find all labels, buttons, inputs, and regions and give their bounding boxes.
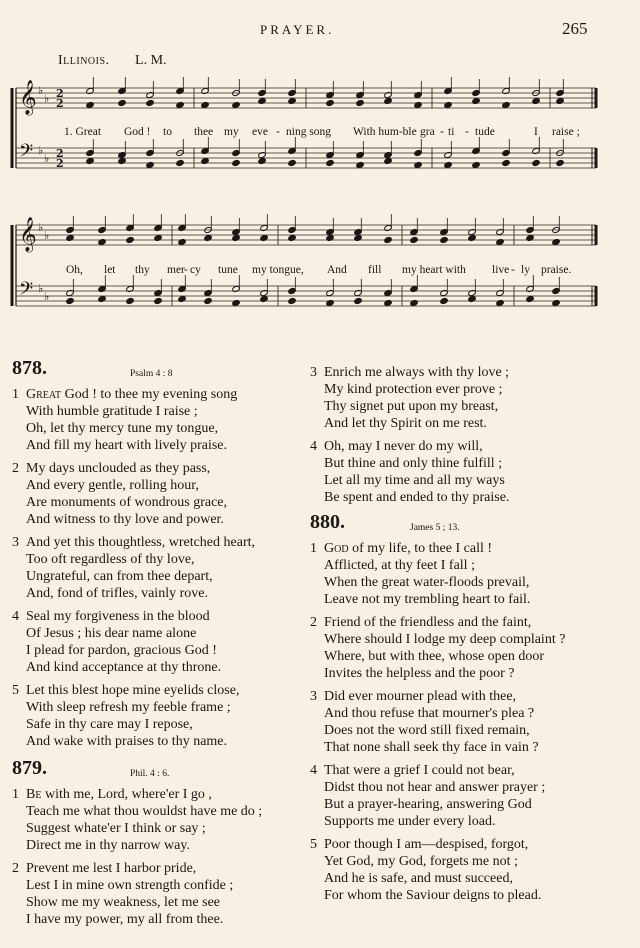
lyric-syllable: ning song xyxy=(286,126,332,138)
verse-line: That none shall seek thy face in vain ? xyxy=(324,740,539,755)
note-head xyxy=(556,160,564,167)
verse-line: When the great water-floods prevail, xyxy=(324,575,530,590)
lyric-syllable: live xyxy=(492,264,510,276)
clefs xyxy=(19,80,64,304)
lyric-syllable: praise. xyxy=(541,264,572,276)
note-head xyxy=(66,235,74,242)
note-head xyxy=(384,237,392,244)
stanza-number: 4 xyxy=(310,763,317,778)
note-head xyxy=(232,235,240,242)
hymn-heading xyxy=(310,511,635,536)
bass-clef-icon: 𝄢 xyxy=(19,141,34,166)
note-head xyxy=(468,235,476,242)
lyric-syllable: to xyxy=(163,126,172,138)
note-head xyxy=(384,300,392,307)
note-head xyxy=(258,158,266,165)
tune-name: Illinois. xyxy=(58,53,110,68)
hymn-880 xyxy=(310,511,635,904)
verse-line: Teach me what thou wouldst have me do ; xyxy=(26,804,263,819)
lyric-syllable: mer xyxy=(167,264,185,276)
verse-line: That were a grief I could not bear, xyxy=(324,763,515,778)
lyric-syllable: And xyxy=(327,264,347,276)
note-head xyxy=(552,239,560,246)
note-head xyxy=(414,102,422,109)
note-head xyxy=(86,158,94,165)
verse-line: Direct me in thy narrow way. xyxy=(26,838,190,853)
note-head xyxy=(502,160,510,167)
lyric-syllable: God ! xyxy=(124,126,151,138)
flat-icon: ♭ xyxy=(38,144,44,157)
hymn-879 xyxy=(12,757,304,928)
verse-line: Enrich me always with thy love ; xyxy=(324,365,510,380)
verse-line: Too oft regardless of thy love, xyxy=(26,552,195,567)
hymn-879-continued xyxy=(310,364,635,506)
note-head xyxy=(526,235,534,242)
verse-line: Did ever mourner plead with thee, xyxy=(324,689,517,704)
verse-line: With sleep refresh my feeble frame ; xyxy=(26,700,231,715)
note-head xyxy=(552,300,560,307)
note-head xyxy=(146,162,154,169)
lyric-syllable: let xyxy=(104,264,116,276)
note-head xyxy=(201,158,209,165)
lyric-syllable: ly xyxy=(521,264,530,276)
note-head xyxy=(288,235,296,242)
note-head xyxy=(354,235,362,242)
stanza-number: 3 xyxy=(310,689,317,704)
verse-line: Prevent me lest I harbor pride, xyxy=(26,861,197,876)
note-head xyxy=(354,298,362,305)
stanza xyxy=(12,608,304,676)
flat-icon: ♭ xyxy=(44,290,50,303)
lyric-syllable: tude xyxy=(475,126,495,138)
note-head xyxy=(440,237,448,244)
stanza xyxy=(310,364,635,432)
note-head xyxy=(414,162,422,169)
verse-line: Suggest whate'er I think or say ; xyxy=(26,821,206,836)
lyric-syllable: tune xyxy=(218,264,238,276)
note-head xyxy=(288,98,296,105)
note-head xyxy=(201,102,209,109)
note-head xyxy=(410,237,418,244)
stanza xyxy=(12,682,304,750)
lyric-syllable: I xyxy=(534,126,538,138)
note-head xyxy=(204,298,212,305)
flat-icon: ♭ xyxy=(44,152,50,165)
verse-line: Thy signet put upon my breast, xyxy=(324,399,499,414)
note-head xyxy=(326,160,334,167)
verse-line: Where should I lodge my deep complaint ? xyxy=(324,632,566,647)
lyric-syllable: 1. Great xyxy=(64,126,102,138)
lyric-syllable: thee xyxy=(194,126,214,138)
note-head xyxy=(260,296,268,303)
note-head xyxy=(468,296,476,303)
hymn-heading xyxy=(12,757,304,782)
stanza xyxy=(310,438,635,506)
stanza-number: 5 xyxy=(310,837,317,852)
stanza xyxy=(12,860,304,928)
flat-icon: ♭ xyxy=(38,221,44,234)
note-head xyxy=(526,296,534,303)
note-head xyxy=(326,100,334,107)
note-head xyxy=(556,98,564,105)
verse-line: Of Jesus ; his dear name alone xyxy=(26,626,197,641)
note-head xyxy=(260,235,268,242)
treble-clef-icon: 𝄞 xyxy=(19,217,37,252)
verse-line: My kind protection ever prove ; xyxy=(324,382,503,397)
stanza-number: 2 xyxy=(12,461,19,476)
lyric-syllable: my xyxy=(224,126,239,138)
stanza-number: 5 xyxy=(12,683,19,698)
lyric-syllable: my tongue, xyxy=(252,264,304,276)
note-head xyxy=(440,298,448,305)
tune-meter: L. M. xyxy=(135,53,167,68)
verse-line: Seal my forgiveness in the blood xyxy=(26,609,210,624)
stanza-number: 2 xyxy=(310,615,317,630)
verse-line: Let all my time and all my ways xyxy=(324,473,505,488)
scripture-reference: Phil. 4 : 6. xyxy=(130,769,170,779)
lyric-syllable: fill xyxy=(368,264,382,276)
verse-line: And thou refuse that mourner's plea ? xyxy=(324,706,535,721)
lyric-syllable: ti xyxy=(448,126,455,138)
verse-line: Safe in thy care may I repose, xyxy=(26,717,193,732)
verse-line: Oh, let thy mercy tune my tongue, xyxy=(26,421,219,436)
note-head xyxy=(232,300,240,307)
stanza xyxy=(310,614,635,682)
verse-line: Didst thou not hear and answer prayer ; xyxy=(324,780,546,795)
verse-line: And wake with praises to thy name. xyxy=(26,734,228,749)
note-head xyxy=(176,102,184,109)
lyric-syllable: - xyxy=(465,126,469,138)
verse-line: Where, but with thee, whose open door xyxy=(324,649,545,664)
verse-line: And every gentle, rolling hour, xyxy=(26,478,199,493)
time-signature-top: 2 xyxy=(56,87,64,100)
verse-line: Poor though I am—despised, forgot, xyxy=(324,837,529,852)
note-head xyxy=(384,98,392,105)
lyric-syllable: Oh, xyxy=(66,264,83,276)
verse-line: But a prayer-hearing, answering God xyxy=(324,797,532,812)
stanza xyxy=(12,386,304,454)
note-head xyxy=(496,239,504,246)
lyric-syllable: With hum-ble xyxy=(353,126,417,138)
verse-line: Be with me, Lord, where'er I go , xyxy=(26,787,212,802)
note-head xyxy=(356,162,364,169)
time-signature-top: 2 xyxy=(56,147,64,160)
verse-line: And, fond of trifles, vainly rove. xyxy=(26,586,208,601)
note-head xyxy=(532,98,540,105)
note-head xyxy=(126,298,134,305)
verse-line: I plead for pardon, gracious God ! xyxy=(26,643,217,658)
left-column xyxy=(12,357,304,934)
lyric-syllable: - xyxy=(511,264,515,276)
running-head-title: PRAYER. xyxy=(260,22,335,37)
lyric-syllable: - xyxy=(184,264,188,276)
note-head xyxy=(532,160,540,167)
note-head xyxy=(258,98,266,105)
verse-line: And fill my heart with lively praise. xyxy=(26,438,228,453)
hymn-number: 880. xyxy=(310,511,345,533)
note-head xyxy=(384,158,392,165)
stanza-number: 1 xyxy=(310,541,317,556)
note-head xyxy=(146,100,154,107)
stanza-number: 3 xyxy=(310,365,317,380)
verse-line: Show me my weakness, let me see xyxy=(26,895,221,910)
note-head xyxy=(126,237,134,244)
stanza xyxy=(310,688,635,756)
note-head xyxy=(86,102,94,109)
lyric-syllable: thy xyxy=(135,264,150,276)
flat-icon: ♭ xyxy=(44,92,50,105)
scripture-reference: Psalm 4 : 8 xyxy=(130,369,173,379)
note-head xyxy=(66,298,74,305)
stanza-number: 3 xyxy=(12,535,19,550)
stanza xyxy=(12,534,304,602)
stanza-number: 4 xyxy=(310,439,317,454)
note-head xyxy=(154,235,162,242)
verse-line: Supports me under every load. xyxy=(324,814,496,829)
flat-icon: ♭ xyxy=(38,282,44,295)
verse-line: Let this blest hope mine eyelids close, xyxy=(26,683,240,698)
verse-line: Ungrateful, can from thee depart, xyxy=(26,569,213,584)
verse-line: Friend of the friendless and the faint, xyxy=(324,615,532,630)
note-head xyxy=(232,102,240,109)
note-head xyxy=(326,235,334,242)
note-head xyxy=(410,300,418,307)
stanza-number: 1 xyxy=(12,387,19,402)
verse-line: Great God ! to thee my evening song xyxy=(26,387,238,402)
bass-clef-icon: 𝄢 xyxy=(19,279,34,304)
note-head xyxy=(98,239,106,246)
verse-line: And let thy Spirit on me rest. xyxy=(324,416,487,431)
verse-line: Invites the helpless and the poor ? xyxy=(324,666,515,681)
note-head xyxy=(154,298,162,305)
verse-line: And yet this thoughtless, wretched heart, xyxy=(26,535,256,550)
note-head xyxy=(472,98,480,105)
music-score xyxy=(0,0,640,340)
right-column xyxy=(310,364,635,910)
lyric-syllable: gra xyxy=(420,126,435,138)
scripture-reference: James 5 ; 13. xyxy=(410,523,460,533)
verse-line: With humble gratitude I raise ; xyxy=(26,404,198,419)
stanza xyxy=(310,836,635,904)
note-head xyxy=(444,102,452,109)
hymn-number: 879. xyxy=(12,757,47,779)
note-head xyxy=(502,102,510,109)
note-head xyxy=(496,300,504,307)
note-head xyxy=(288,298,296,305)
lyric-syllable: - xyxy=(276,126,280,138)
stanza xyxy=(12,786,304,854)
time-signature-bottom: 2 xyxy=(56,97,64,110)
stanza-number: 4 xyxy=(12,609,19,624)
note-head xyxy=(98,296,106,303)
verse-line: And he is safe, and must succeed, xyxy=(324,871,513,886)
stanza xyxy=(310,540,635,608)
page-number: 265 xyxy=(562,19,588,38)
lyric-syllable: - xyxy=(440,126,444,138)
note-head xyxy=(288,160,296,167)
verse-line: For whom the Saviour deigns to plead. xyxy=(324,888,542,903)
verse-line: Lest I in mine own strength confide ; xyxy=(26,878,234,893)
note-head xyxy=(232,160,240,167)
note-head xyxy=(326,300,334,307)
note-head xyxy=(118,100,126,107)
time-signature-bottom: 2 xyxy=(56,157,64,170)
stanza xyxy=(310,762,635,830)
verse-line: Does not the word still fixed remain, xyxy=(324,723,530,738)
verse-line: And kind acceptance at thy throne. xyxy=(26,660,222,675)
note-head xyxy=(472,162,480,169)
verse-line: Oh, may I never do my will, xyxy=(324,439,483,454)
note-head xyxy=(356,100,364,107)
flat-icon: ♭ xyxy=(38,84,44,97)
verse-line: Be spent and ended to thy praise. xyxy=(324,490,510,505)
lyric-syllable: raise ; xyxy=(552,126,580,138)
verse-line: My days unclouded as they pass, xyxy=(26,461,211,476)
note-head xyxy=(178,296,186,303)
flat-icon: ♭ xyxy=(44,229,50,242)
verse-line: And witness to thy love and power. xyxy=(26,512,224,527)
stanza-number: 2 xyxy=(12,861,19,876)
lyric-syllable: my heart with xyxy=(402,264,466,276)
hymn-number: 878. xyxy=(12,357,47,379)
note-head xyxy=(444,162,452,169)
lyric-syllable: cy xyxy=(190,264,201,276)
verse-line: Yet God, my God, forgets me not ; xyxy=(324,854,518,869)
hymn-heading xyxy=(12,357,304,382)
stanza xyxy=(12,460,304,528)
note-head xyxy=(176,160,184,167)
note-head xyxy=(118,158,126,165)
treble-clef-icon: 𝄞 xyxy=(19,80,37,115)
lyric-syllable: eve xyxy=(252,126,268,138)
note-head xyxy=(204,235,212,242)
note-head xyxy=(178,239,186,246)
verse-line: Leave not my trembling heart to fail. xyxy=(324,592,531,607)
verse-line: But thine and only thine fulfill ; xyxy=(324,456,503,471)
hymn-878 xyxy=(12,357,304,750)
stanza-number: 1 xyxy=(12,787,19,802)
verse-line: Afflicted, at thy feet I fall ; xyxy=(324,558,475,573)
verse-line: God of my life, to thee I call ! xyxy=(324,541,493,556)
verse-line: Are monuments of wondrous grace, xyxy=(26,495,228,510)
verse-line: I have my power, my all from thee. xyxy=(26,912,224,927)
